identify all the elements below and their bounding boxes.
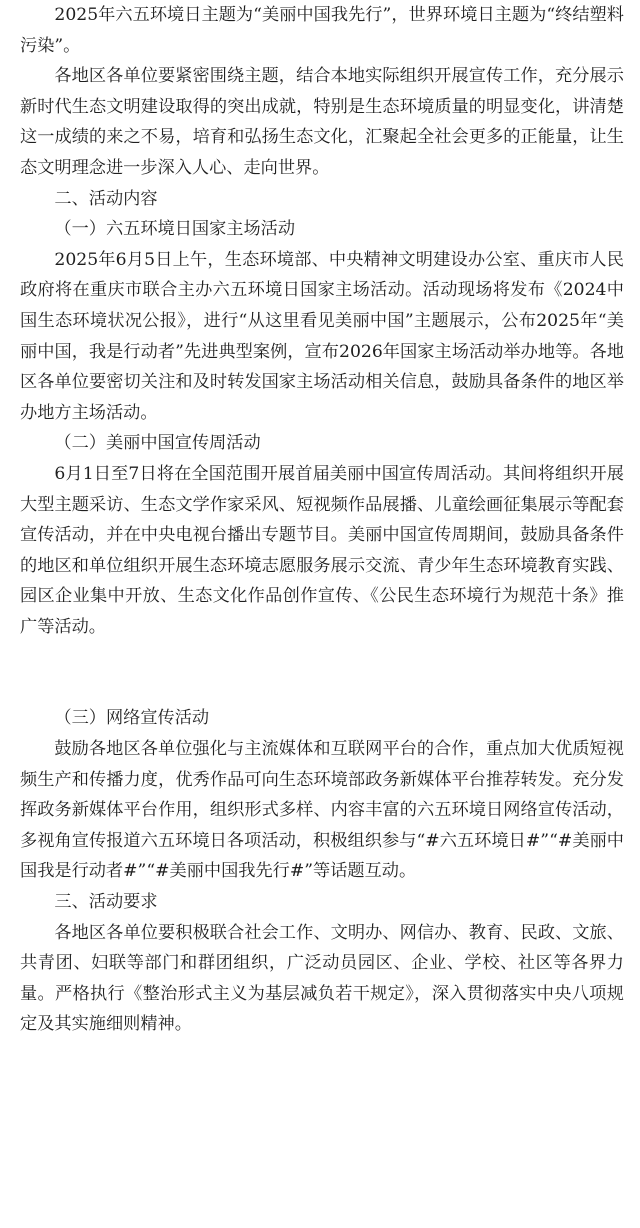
section-heading-requirements: 三、活动要求 [54, 892, 158, 913]
subheading-publicity-week: （二）美丽中国宣传周活动 [54, 433, 261, 454]
paragraph-requirements: 各地区各单位要积极联合社会工作、文明办、网信办、教育、民政、文旅、共青团、妇联等部门和群团组织，广泛动员园区、企业、学校、社区等各界力量。严格执行《整治形式主义为基层减负若干规定》，深入贯彻落实中央八项规定及其实施细则精神。 [20, 922, 624, 1035]
paragraph-requirements-intro: 各地区各单位要紧密围绕主题，结合本地实际组织开展宣传工作，充分展示新时代生态文明建设取得的突出成就，特别是生态环境质量的明显变化，讲清楚这一成绩的来之不易，培育和弘扬生态文化，汇聚起全社会更多的正能量，让生态文明理念进一步深入人心、走向世界。 [20, 66, 624, 178]
paragraph-publicity-week: 6月1日至7日将在全国范围开展首届美丽中国宣传周活动。其间将组织开展大型主题采访、生态文学作家采风、短视频作品展播、儿童绘画征集展示等配套宣传活动，并在中央电视台播出专题节目。美丽中国宣传周期间，鼓励具备条件的地区和单位组织开展生态环境志愿服务展示交流、青少年生态环境教育实践、园区企业集中开放、生态文化作品创作宣传、《公民生态环境行为规范十条》推广等活动。 [20, 463, 624, 637]
paragraph-theme: 2025年六五环境日主题为“美丽中国我先行”，世界环境日主题为“终结塑料污染”。 [20, 5, 624, 56]
section-heading-activities: 二、活动内容 [54, 188, 158, 209]
paragraph-national-event: 2025年6月5日上午，生态环境部、中央精神文明建设办公室、重庆市人民政府将在重庆市联合主办六五环境日国家主场活动。活动现场将发布《2024中国生态环境状况公报》，进行“从这里看见美丽中国”主题展示，公布2025年“美丽中国，我是行动者”先进典型案例，宣布2026年国家主场活动举办地等。各地区各单位要密切关注和及时转发国家主场活动相关信息，鼓励具备条件的地区举办地方主场活动。 [20, 249, 624, 423]
document-body [20, 0, 624, 1040]
subheading-national-event: （一）六五环境日国家主场活动 [54, 219, 296, 240]
blank-gap [20, 642, 624, 703]
subheading-online-publicity: （三）网络宣传活动 [54, 708, 210, 729]
paragraph-online-publicity: 鼓励各地区各单位强化与主流媒体和互联网平台的合作，重点加大优质短视频生产和传播力度，优秀作品可向生态环境部政务新媒体平台推荐转发。充分发挥政务新媒体平台作用，组织形式多样、内容丰富的六五环境日网络宣传活动，多视角宣传报道六五环境日各项活动，积极组织参与“#六五环境日#”“#美丽中国我是行动者#”“#美丽中国我先行#”等话题互动。 [20, 739, 624, 882]
